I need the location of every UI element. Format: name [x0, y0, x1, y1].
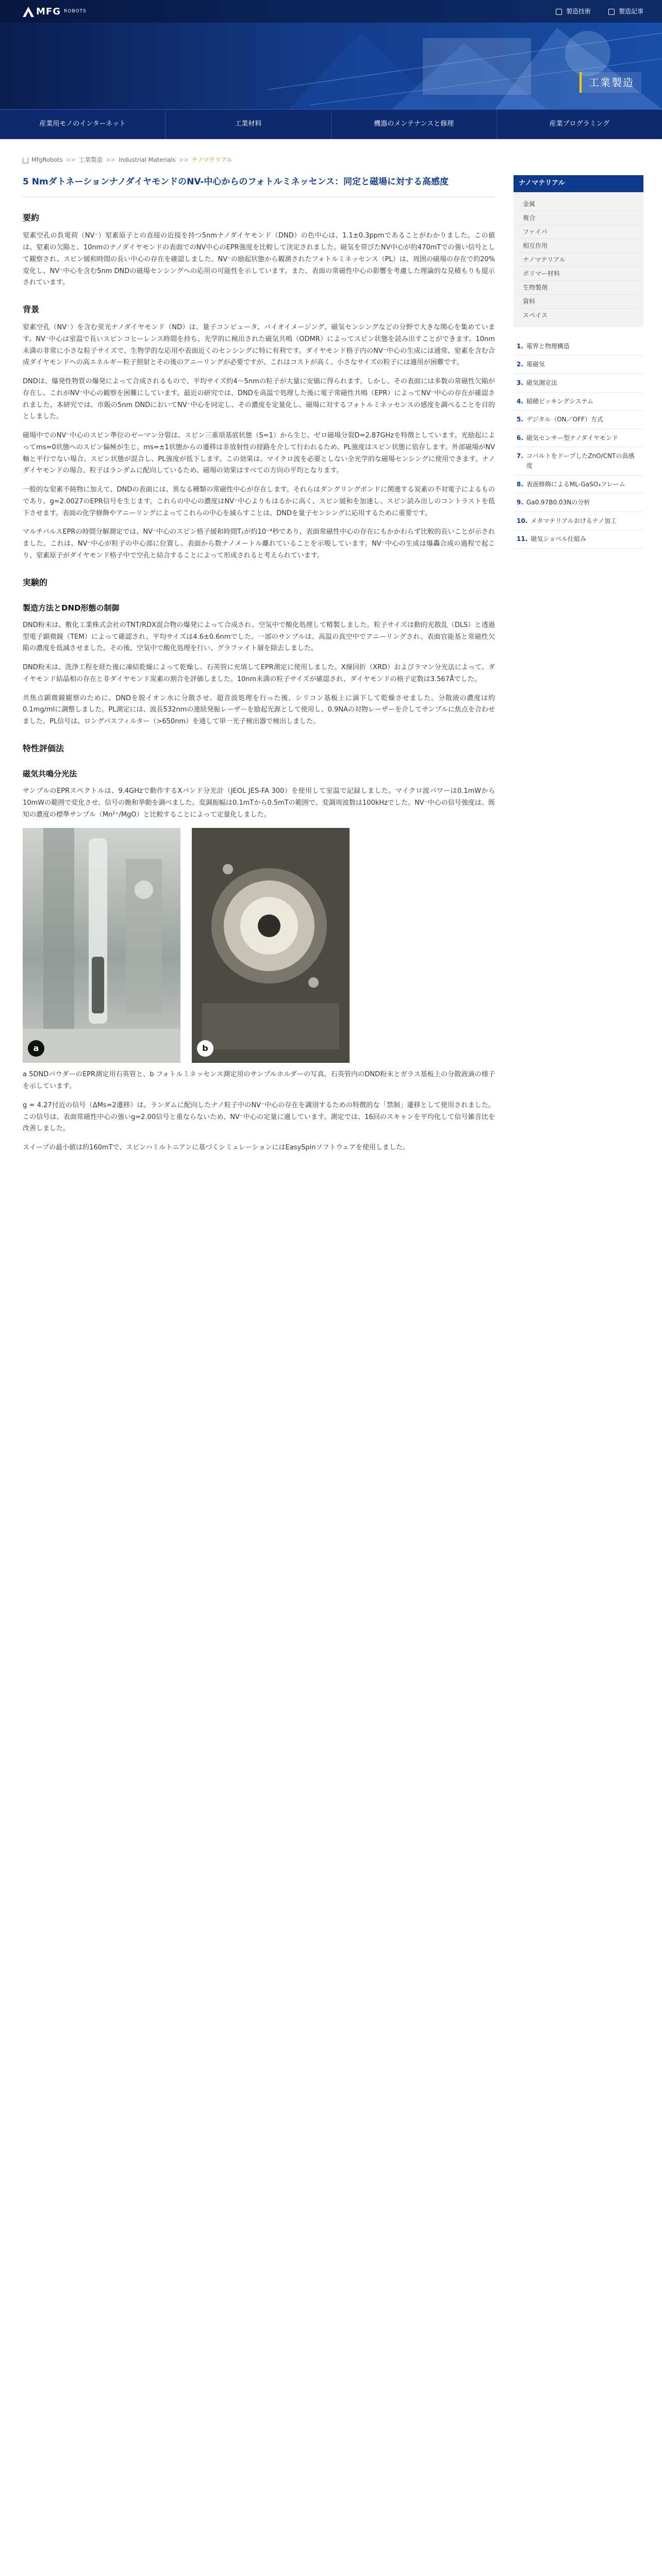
subsection-heading-magnetic: 磁気共鳴分光法	[23, 769, 77, 778]
photo-b-illustration	[192, 828, 350, 1063]
paragraph: DND粉末は、洗浄工程を経た後に凍結乾燥によって乾燥し、石英管に充填してEPR測定に使用しました。X線回折（XRD）およびラマン分光法によって、ダイヤモンド結晶相の存在と非ダイヤモンド炭素の割合を評価しました。10nm未満の粒子サイズが確認され、ダイヤモンドの格子定数は3.567Åでした。	[23, 664, 495, 683]
section-heading-background: 背景	[23, 304, 40, 315]
nav-item-programming[interactable]: 産業プログラミング	[549, 120, 610, 128]
logo-subtitle: ROBOTS	[63, 9, 87, 14]
related-article-title: コバルトをドープしたZnO/CNTの高感度	[526, 452, 635, 469]
related-article[interactable]	[514, 476, 643, 494]
breadcrumb-current: ナノマテリアル	[191, 156, 233, 163]
related-article-number: 1.	[517, 342, 523, 350]
sidebar-link[interactable]: 生物製剤	[518, 281, 639, 295]
sidebar-link[interactable]: ナノマテリアル	[518, 253, 639, 267]
top-link-tech[interactable]	[556, 6, 591, 17]
hero-title: 工業製造	[589, 76, 634, 89]
paragraph: 共焦点顕微鏡観察のために、DNDを脱イオン水に分散させ、超音波処理を行った後、シリコン基板上に滴下して乾燥させました。分散液の濃度は約0.1mg/mlに調整しました。PL測定には、波長532nmの連続発振レーザーを励起光源として使用し、0.9NAの対物レーザーを介してサンプルに焦点を合わせました。PL信号は、ロングパスフィルター（>650nm）を通して単一光子検出器で検出しました。	[23, 694, 495, 726]
related-articles-list	[514, 337, 643, 549]
logo-mark-icon	[23, 7, 34, 17]
paragraph: DND粉末は、敷化工業株式会社のTNT/RDX混合物の爆発によって合成され、空気中で酸化処理して精製しました。粒子サイズは動的光散乱（DLS）と透過型電子顕微鏡（TEM）によって確認され、平均サイズは4.6±0.6nmでした。一部のサンプルは、高温の真空中でアニーリングされ、表面官能基と常磁性欠陥の濃度を低減させました。その後、空気中で酸化処理を行い、グラファイト層を除去しました。	[23, 621, 495, 653]
paragraph: 一般的な窒素不純物に加えて、DNDの表面には、異なる種類の常磁性中心が存在します。それらはダングリングボンドに関連する炭素の不対電子によるものであり、g≈2.0027のEPR信号を生じます。これらの中心の濃度はNV⁻中心よりもはるかに高く、スピン緩和を加速し、スピン読み出しのコントラストを低下させます。表面の化学修飾やアニーリングによってこれらの中心を減らすことは、DNDを量子センシングに応用するために重要です。	[23, 486, 495, 517]
related-article-number: 9.	[517, 499, 523, 506]
related-article-number: 2.	[517, 361, 523, 368]
top-link-label: 製造技術	[566, 8, 591, 15]
paragraph: DNDは、爆発性物質の爆発によって合成されるもので、平均サイズ約4〜5nmの粒子が大量に安価に得られます。しかし、その表面には多数の常磁性欠陥が存在し、これがNV⁻中心の観察を困難にしています。最近の研究では、DNDを高温で処理した後に電子常磁性共鳴（EPR）によってNV⁻中心の存在が確認されました。本研究では、市販の5nm DNDにおいてNV⁻中心を同定し、その濃度を定量化し、磁場に対するフォトルミネッセンスの感度を調べることを目的としました。	[23, 378, 495, 421]
sidebar-link[interactable]: 金属	[518, 197, 639, 211]
home-icon[interactable]	[23, 158, 28, 163]
related-article[interactable]	[514, 512, 643, 531]
figure-caption: a 5DNDパウダーのEPR測定用石英管と、b フォトルミネッセンス測定用のサンプルホルダーの写真。石英管内のDND粉末とガラス基板上の分散液滴の様子を示しています。	[23, 1071, 495, 1091]
paragraph: サンプルのEPRスペクトルは、9.4GHzで動作するXバンド分光計（JEOL JES-FA 300）を使用して室温で記録しました。マイクロ波パワーは0.1mWから10mWの範囲で変化させ、信号の飽和挙動を調べました。変調振幅は0.1mTから0.5mTの範囲で、変調周波数は100kHzでした。NV⁻中心の信号強度は、既知の濃度の標準サンプル（Mn²⁺/MgO）と比較することによって定量化しました。	[23, 787, 495, 819]
breadcrumb-separator: >>	[65, 156, 76, 163]
paragraph: 窒素空孔（NV⁻）を含む蛍光ナノダイヤモンド（ND）は、量子コンピュータ、バイオイメージング、磁気センシングなどの分野で大きな関心を集めています。NV⁻中心は室温で長いスピンコヒーレンス時間を持ち、光学的に検出された磁気共鳴（ODMR）によってスピン状態を読み出すことができます。10nm未満の非常に小さな粒子サイズで、生物学的な応用や表面近くのセンシングに特に有利です。ダイヤモンド格子内のNV⁻中心の生成には通常、窒素を含む合成ダイヤモンドへの高エネルギー粒子照射とその後のアニーリングが必要ですが、これはコストが高く、小さなサイズの粒子には適用が困難です。	[23, 324, 495, 367]
related-article-title: 磁気測定法	[526, 379, 557, 386]
top-links	[556, 6, 643, 17]
nav-item-iiot[interactable]: 産業用モノのインターネット	[0, 110, 166, 139]
related-article[interactable]	[514, 355, 643, 374]
document-icon	[608, 9, 615, 15]
hero-title-box	[580, 72, 641, 93]
figure-photos	[23, 828, 495, 1063]
related-article-title: 稲穂ピッキングシステム	[526, 397, 593, 405]
related-article[interactable]	[514, 393, 643, 411]
related-article-title: 電界と物理構造	[526, 342, 570, 350]
nav-item-materials[interactable]: 工業材料	[166, 110, 331, 139]
paragraph-abstract: 窒素空孔の負電荷（NV⁻）窒素原子との直接の近接を持つ5nmナノダイヤモンド（DND）の色中心は、1.1±0.3ppmであることがわかりました。この値は、窒素の欠陥と、10nmのナノダイヤモンドの表面でのNV中心のEPR強度を比較して決定されました。磁気を帯びたNV中心が約470mTでの強い信号として観察され、スピン緩和時間の長い中心の存在を確認しました。NV⁻の励起状態から観測されたフォトルミネッセンス（PL）は、周囲の磁場の存在で約20%変化し、NV⁻中心を含む5nm DNDの磁場センシングへの応用の可能性を示しています。また、表面の常磁性中心の影響を考慮した理論的な見積もりも提示されています。	[23, 232, 495, 287]
related-article[interactable]	[514, 411, 643, 429]
breadcrumb-item[interactable]: 工業製造	[78, 156, 103, 163]
photo-sample-tube[interactable]	[23, 828, 180, 1063]
breadcrumb-item[interactable]: Industrial Materials	[119, 156, 176, 163]
related-article-number: 3.	[517, 379, 523, 386]
related-article[interactable]	[514, 447, 643, 475]
related-article-title: 表面修飾によるML-GaSO₃フレーム	[526, 480, 625, 488]
paragraph: スイープの最小値は約160mTで、スピンハミルトニアンに基づくシミュレーションにはEasySpinソフトウェアを使用しました。	[23, 1144, 409, 1152]
related-article-number: 4.	[517, 397, 523, 405]
related-article-title: デジタル（ON／OFF）方式	[526, 416, 603, 423]
sidebar-link[interactable]: 相互作用	[518, 239, 639, 253]
sidebar-link[interactable]: 資料	[518, 295, 639, 309]
related-article-number: 6.	[517, 434, 523, 442]
subsection-heading-methods: 製造方法とDND形態の制御	[23, 603, 120, 613]
breadcrumb-separator: >>	[178, 156, 189, 163]
article	[23, 175, 495, 1161]
sidebar-link[interactable]: ファイバ	[518, 225, 639, 239]
related-article-number: 8.	[517, 480, 523, 488]
section-heading-experimental: 実験的	[23, 577, 48, 587]
site-logo[interactable]	[23, 6, 87, 18]
related-article-number: 7.	[517, 452, 523, 460]
sidebar	[514, 175, 643, 549]
site-header	[0, 0, 662, 109]
photo-sample-holder[interactable]	[192, 828, 350, 1063]
paragraph: g = 4.27付近の信号（ΔMs=2遷移）は、ランダムに配向したナノ粒子中のNV⁻中心の存在を識別するための特徴的な「禁制」遷移として使用されました。この信号は、表面常磁性中心の強いg=2.00信号と重ならないため、NV⁻中心の定量に適しています。測定では、16回のスキャンを平均化して信号雑音比を改善しました。	[23, 1101, 495, 1133]
sidebar-link[interactable]: 複合	[518, 211, 639, 225]
main-nav	[0, 109, 662, 139]
figure-label-b: b	[197, 1040, 213, 1057]
top-link-articles[interactable]	[608, 6, 643, 17]
nav-item-maintenance[interactable]: 機器のメンテナンスと修理	[332, 110, 497, 139]
sidebar-link[interactable]: ポリマー材料	[518, 267, 639, 281]
breadcrumb	[23, 155, 233, 165]
related-article-title: メタマテリアルおけるナノ加工	[531, 517, 617, 524]
related-article-title: 磁気ショベル仕組み	[531, 535, 587, 543]
related-article[interactable]	[514, 337, 643, 356]
paragraph: マルチパルスEPRの時間分解測定では、NV⁻中心のスピン格子緩和時間T₁が約10⁻⁴秒であり、表面常磁性中心の存在にもかかわらず比較的長いことが示されました。これは、NV⁻中心が粒子の中心部に位置し、表面から数ナノメートル離れていることを示唆しています。NV⁻中心の生成は爆轟合成の過程で起こり、窒素原子がダイヤモンド格子中で空孔と結合することによって形成されると考えられています。	[23, 528, 495, 560]
section-heading-properties: 特性評価法	[23, 743, 64, 753]
document-icon	[556, 9, 562, 15]
sidebar-link[interactable]: スペイス	[523, 311, 548, 319]
related-article-title: 磁気センサー型ナノダイヤモンド	[526, 434, 619, 442]
related-article-number: 10.	[517, 517, 528, 524]
paragraph: 磁場中でのNV⁻中心のスピン準位のゼーマン分裂は、スピン三重項基底状態（S=1）から生じ、ゼロ磁場分裂D=2.87GHzを特徴としています。光励起によってms=0状態へのスピン偏極が生じ、ms=±1状態からの遷移は非放射性の経路を介して行われるため、PL強度はスピン状態に依存します。外部磁場がNV軸と平行でない場合、スピン状態が混合し、PL強度が低下します。この効果は、マイクロ波を必要としない全光学的な磁場センシングに使用できます。ナノダイヤモンドの場合、粒子はランダムに配向しているため、磁場の効果はすべての方向の平均となります。	[23, 432, 495, 475]
related-article-number: 11.	[517, 535, 528, 543]
related-article-title: Ga0.97B0.03Nの分析	[526, 499, 590, 506]
sidebar-heading: ナノマテリアル	[514, 175, 643, 192]
related-article-title: 電磁気	[526, 361, 545, 368]
logo-name: MFG	[36, 6, 61, 18]
related-article[interactable]	[514, 429, 643, 448]
figure-label-a: a	[28, 1040, 44, 1057]
top-link-label: 製造記事	[618, 8, 643, 15]
related-article[interactable]	[514, 530, 643, 549]
section-heading-abstract: 要約	[23, 213, 40, 223]
related-article[interactable]	[514, 374, 643, 393]
related-article[interactable]	[514, 494, 643, 512]
hero-illustration	[0, 23, 662, 109]
related-article-number: 5.	[517, 416, 523, 423]
sidebar-category-list	[514, 192, 643, 327]
photo-a-illustration	[23, 828, 180, 1063]
breadcrumb-item[interactable]: MfgRobots	[31, 156, 63, 163]
breadcrumb-separator: >>	[105, 156, 116, 163]
page-title: 5 NmダトネーションナノダイヤモンドのNV-中心からのフォトルミネッセンス：同定と磁場に対する高感度	[23, 175, 495, 197]
